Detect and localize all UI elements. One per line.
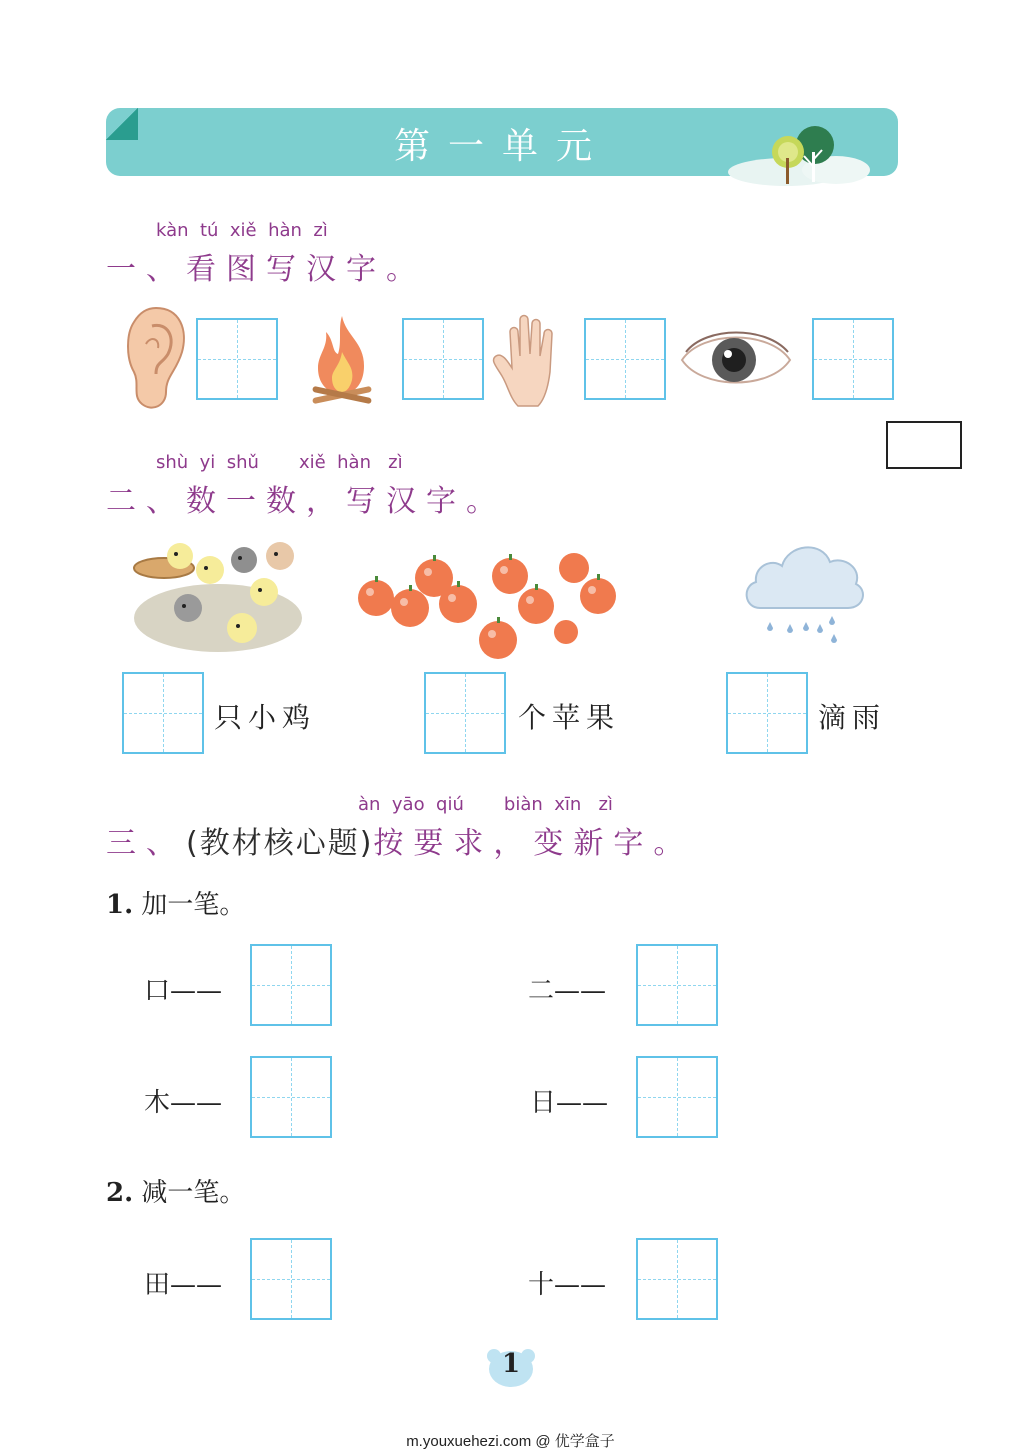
- section3-number: 三、: [106, 826, 186, 861]
- q2-number: 2.: [106, 1178, 134, 1208]
- q2-item-char: 田——: [144, 1270, 223, 1300]
- q1-item-char: 木——: [144, 1088, 223, 1118]
- section1-title: 看图写汉字。: [186, 252, 426, 287]
- apples-icon: [352, 540, 620, 666]
- q1-heading: [106, 884, 245, 921]
- section1-heading: [106, 244, 426, 288]
- q1-number: 1.: [106, 890, 134, 920]
- apples-suffix: 个苹果: [518, 701, 621, 734]
- ear-icon: [122, 304, 190, 414]
- section1-pinyin: kàn tú xiě hàn zì: [156, 220, 328, 241]
- q1-item-char: 日——: [530, 1088, 609, 1118]
- chicks-icon: [132, 534, 304, 654]
- answer-box-q2-2[interactable]: [636, 1238, 718, 1320]
- section3-prefix: (教材核心题): [186, 826, 374, 861]
- answer-box-apples[interactable]: [424, 672, 506, 754]
- answer-box-chicks[interactable]: [122, 672, 204, 754]
- section2-number: 二、: [106, 484, 186, 519]
- answer-box-q2-1[interactable]: [250, 1238, 332, 1320]
- answer-box-q1-4[interactable]: [636, 1056, 718, 1138]
- fire-icon: [302, 312, 382, 408]
- q1-item-char: 二——: [528, 976, 607, 1006]
- unit-title: 第一单元: [393, 126, 610, 167]
- q2-item-char: 十——: [528, 1270, 607, 1300]
- footer-watermark: m.youxuehezi.com @ 优学盒子: [406, 1433, 615, 1450]
- q1-label: 加一笔。: [141, 890, 246, 920]
- rain-suffix: 滴雨: [818, 701, 887, 734]
- tree-decoration-icon: [726, 120, 886, 186]
- answer-box-q1-1[interactable]: [250, 944, 332, 1026]
- answer-box-q1-3[interactable]: [250, 1056, 332, 1138]
- score-box[interactable]: [886, 421, 962, 469]
- section2-title: 数一数，写汉字。: [186, 484, 506, 519]
- hand-icon: [488, 310, 568, 410]
- eye-icon: [676, 322, 796, 398]
- answer-box-hand[interactable]: [584, 318, 666, 400]
- page-number: 1: [501, 1349, 521, 1379]
- answer-box-ear[interactable]: [196, 318, 278, 400]
- section3-heading: [106, 818, 693, 862]
- section3-title: 按要求，变新字。: [373, 826, 694, 861]
- q1-item-char: 口——: [144, 976, 223, 1006]
- answer-box-q1-2[interactable]: [636, 944, 718, 1026]
- chicks-suffix: 只小鸡: [214, 701, 317, 734]
- answer-box-eye[interactable]: [812, 318, 894, 400]
- q2-heading: [106, 1172, 245, 1209]
- section1-number: 一、: [106, 252, 186, 287]
- section3-pinyin: àn yāo qiú biàn xīn zì: [358, 794, 613, 815]
- answer-box-fire[interactable]: [402, 318, 484, 400]
- q2-label: 减一笔。: [141, 1178, 246, 1208]
- section2-pinyin: shù yi shǔ xiě hàn zì: [156, 452, 403, 473]
- answer-box-rain[interactable]: [726, 672, 808, 754]
- section2-heading: [106, 476, 506, 520]
- raincloud-icon: [740, 536, 868, 646]
